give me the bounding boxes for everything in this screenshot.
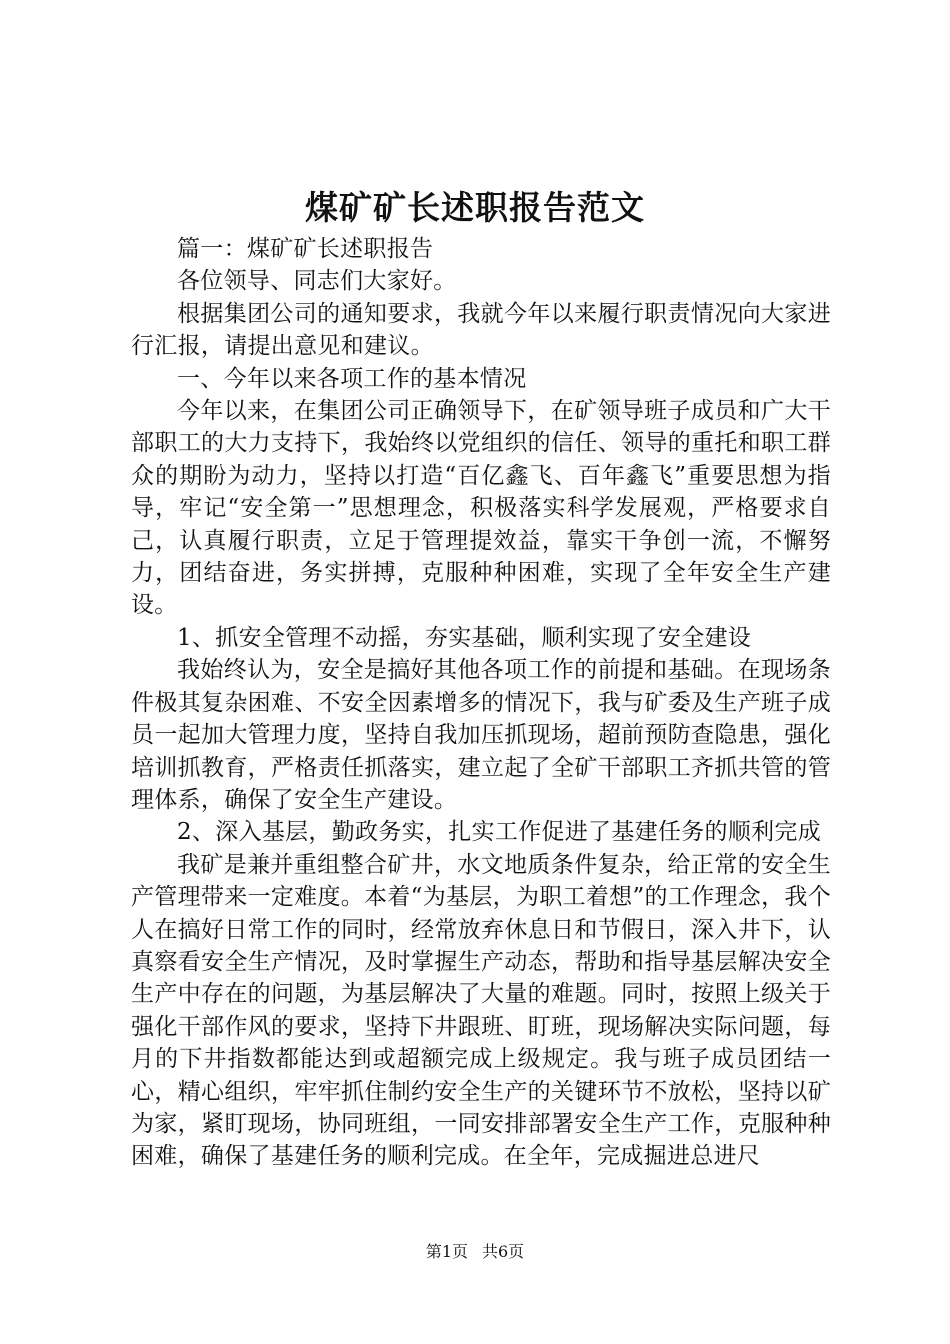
document-title: 煤矿矿长述职报告范文 <box>305 188 645 227</box>
paragraph: 今年以来，在集团公司正确领导下，在矿领导班子成员和广大干部职工的大力支持下，我始终以党组织的信任、领导的重托和职工群众的期盼为动力，坚持以打造“百亿鑫飞、百年鑫飞”重要思想为指导，牢记“安全第一”思想理念，积极落实科学发展观，严格要求自己，认真履行职责，立足于管理提效益，靠实干争创一流，不懈努力，团结奋进，务实拼搏，克服种种困难，实现了全年安全生产建设。 <box>131 398 831 619</box>
paragraph: 我始终认为，安全是搞好其他各项工作的前提和基础。在现场条件极其复杂困难、不安全因素增多的情况下，我与矿委及生产班子成员一起加大管理力度，坚持自我加压抓现场，超前预防查隐患，强化培训抓教育，严格责任抓落实，建立起了全矿干部职工齐抓共管的管理体系，确保了安全生产建设。 <box>131 657 831 813</box>
paragraph: 篇一：煤矿矿长述职报告 <box>177 236 434 262</box>
paragraph: 2、深入基层，勤政务实，扎实工作促进了基建任务的顺利完成 <box>177 819 822 846</box>
page-total: 共6页 <box>482 1242 525 1261</box>
paragraph: 各位领导、同志们大家好。 <box>177 268 457 295</box>
paragraph: 根据集团公司的通知要求，我就今年以来履行职责情况向大家进行汇报，请提出意见和建议。 <box>131 300 831 360</box>
page-footer <box>0 1240 950 1264</box>
paragraph: 我矿是兼并重组整合矿井，水文地质条件复杂，给正常的安全生产管理带来一定难度。本着“为基层，为职工着想”的工作理念，我个人在搞好日常工作的同时，经常放弃休息日和节假日，深入井下，认真察看安全生产情况，及时掌握生产动态，帮助和指导基层解决安全生产中存在的问题，为基层解决了大量的难题。同时，按照上级关于强化干部作风的要求，坚持下井跟班、盯班，现场解决实际问题，每月的下井指数都能达到或超额完成上级规定。我与班子成员团结一心，精心组织，牢牢抓住制约安全生产的关键环节不放松，坚持以矿为家，紧盯现场，协同班组，一同安排部署安全生产工作，克服种种困难，确保了基建任务的顺利完成。在全年，完成掘进总进尺 <box>131 851 831 1170</box>
document-body <box>131 233 831 1173</box>
page-number: 第1页 <box>425 1242 468 1261</box>
paragraph: 1、抓安全管理不动摇，夯实基础，顺利实现了安全建设 <box>177 624 752 651</box>
paragraph: 一、今年以来各项工作的基本情况 <box>177 365 527 392</box>
